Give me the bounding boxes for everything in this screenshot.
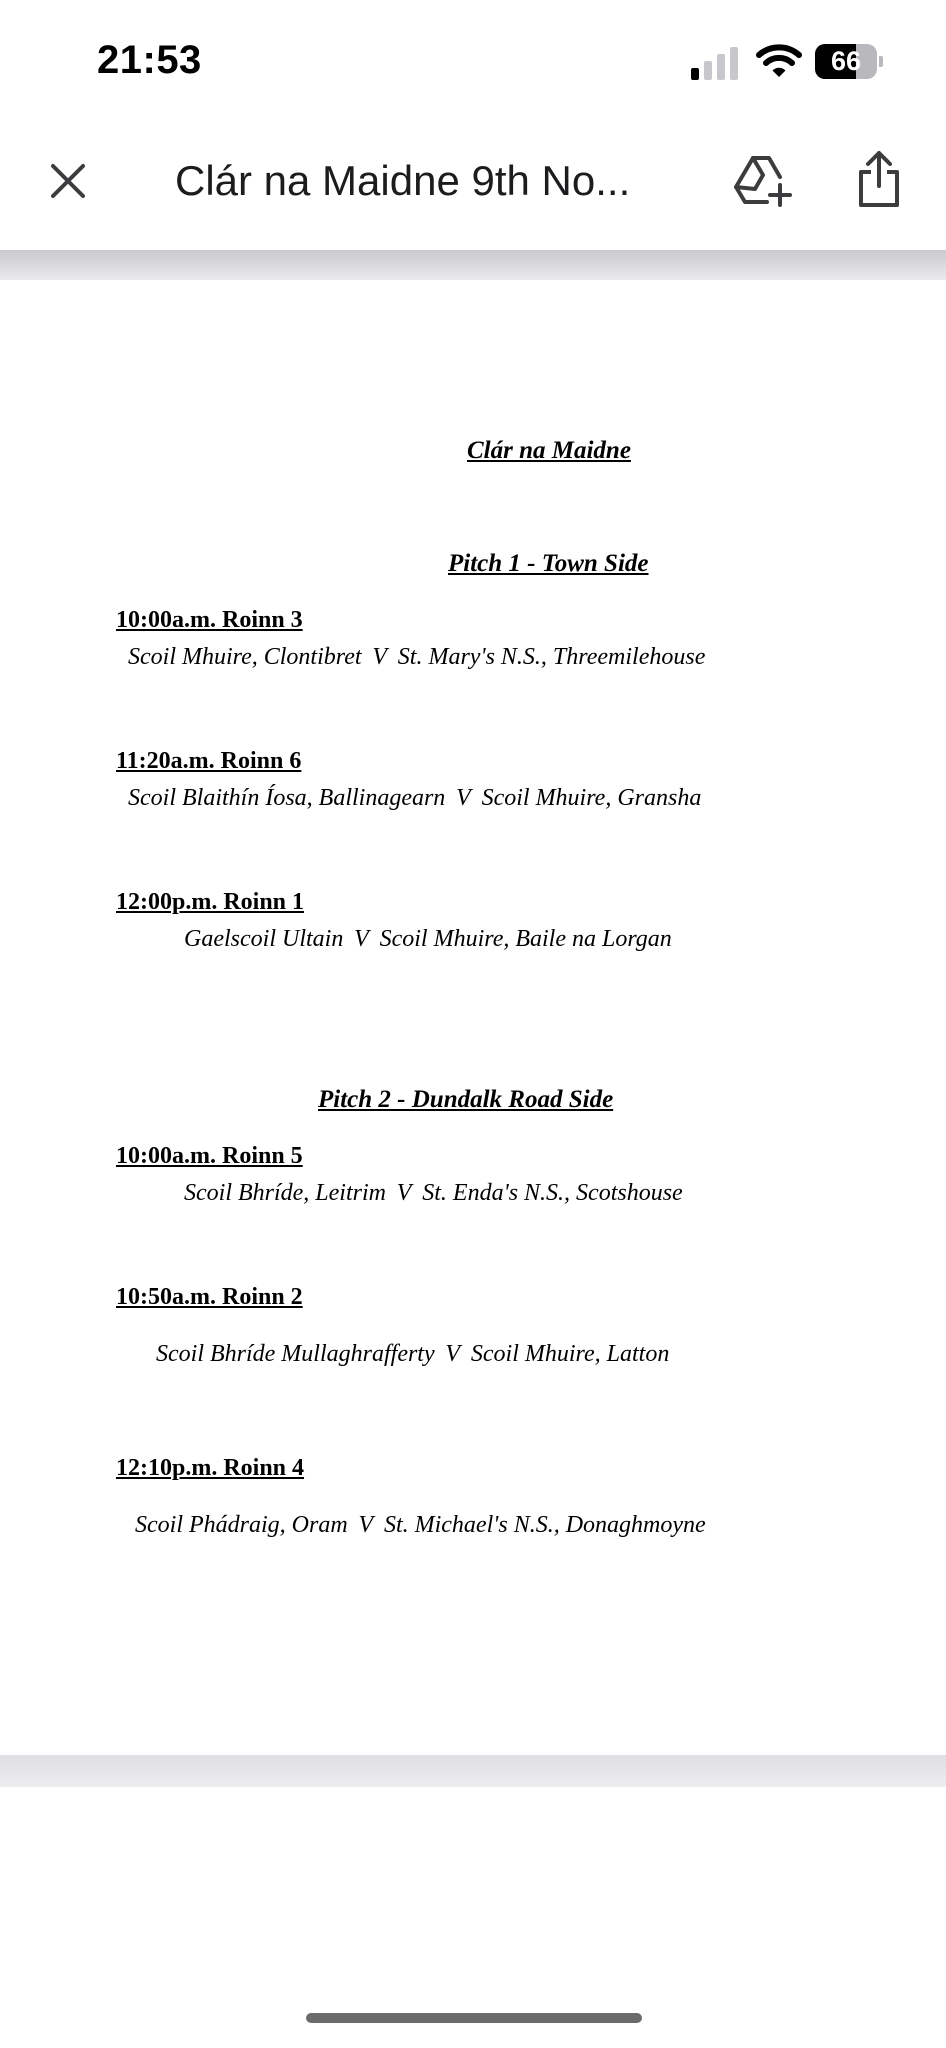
- pitch-1-heading: Pitch 1 - Town Side: [448, 550, 649, 577]
- fixture-time: 10:00a.m. Roinn 3: [116, 607, 303, 633]
- away-team: Scoil Mhuire, Gransha: [481, 785, 702, 811]
- fixture-match: [184, 926, 672, 953]
- fixture-time: 12:10p.m. Roinn 4: [116, 1455, 305, 1481]
- home-team: Scoil Mhuire, Clontibret: [128, 644, 362, 670]
- versus-label: V: [372, 644, 387, 670]
- close-icon: [50, 163, 86, 199]
- battery-icon: [815, 44, 883, 79]
- away-team: St. Enda's N.S., Scotshouse: [422, 1180, 683, 1206]
- home-team: Gaelscoil Ultain: [184, 926, 344, 952]
- home-team: Scoil Phádraig, Oram: [135, 1512, 348, 1538]
- status-time: 21:53: [97, 38, 202, 82]
- away-team: Scoil Mhuire, Baile na Lorgan: [379, 926, 672, 952]
- document-heading: Clár na Maidne: [467, 437, 631, 464]
- page-divider: [0, 1755, 946, 1787]
- wifi-icon: [756, 42, 802, 78]
- signal-icon: [691, 44, 739, 80]
- fixture-match: [128, 644, 705, 671]
- fixture-match: [156, 1341, 669, 1368]
- document-page[interactable]: [0, 280, 946, 1755]
- viewer-nav-bar: [0, 120, 946, 250]
- away-team: St. Michael's N.S., Donaghmoyne: [383, 1512, 706, 1538]
- add-to-drive-button[interactable]: [732, 150, 794, 212]
- fixture-time: 11:20a.m. Roinn 6: [116, 748, 302, 774]
- nav-divider: [0, 250, 946, 280]
- status-bar: [0, 0, 946, 120]
- share-icon: [857, 150, 901, 208]
- versus-label: V: [456, 785, 471, 811]
- next-page-area[interactable]: [0, 1787, 946, 2048]
- fixture-time: 12:00p.m. Roinn 1: [116, 889, 305, 915]
- fixture-time: 10:00a.m. Roinn 5: [116, 1143, 303, 1169]
- fixture-match: [128, 785, 701, 812]
- versus-label: V: [358, 1512, 374, 1538]
- away-team: Scoil Mhuire, Latton: [470, 1341, 670, 1367]
- versus-label: V: [354, 926, 369, 952]
- battery-percent: 66: [830, 46, 862, 76]
- home-indicator[interactable]: [306, 2013, 642, 2023]
- share-button[interactable]: [848, 146, 910, 212]
- fixture-match: [184, 1180, 683, 1207]
- versus-label: V: [445, 1341, 461, 1367]
- away-team: St. Mary's N.S., Threemilehouse: [397, 644, 706, 670]
- home-team: Scoil Bhríde, Leitrim: [184, 1180, 386, 1206]
- fixture-time: 10:50a.m. Roinn 2: [116, 1284, 303, 1310]
- document-title: Clár na Maidne 9th No...: [175, 157, 631, 204]
- home-team: Scoil Bhríde Mullaghrafferty: [156, 1341, 435, 1367]
- fixture-match: [135, 1512, 706, 1539]
- close-button[interactable]: [40, 153, 96, 209]
- home-team: Scoil Blaithín Íosa, Ballinagearn: [128, 785, 446, 811]
- versus-label: V: [396, 1180, 412, 1206]
- add-to-drive-icon: [733, 153, 793, 209]
- pitch-2-heading: Pitch 2 - Dundalk Road Side: [318, 1086, 614, 1113]
